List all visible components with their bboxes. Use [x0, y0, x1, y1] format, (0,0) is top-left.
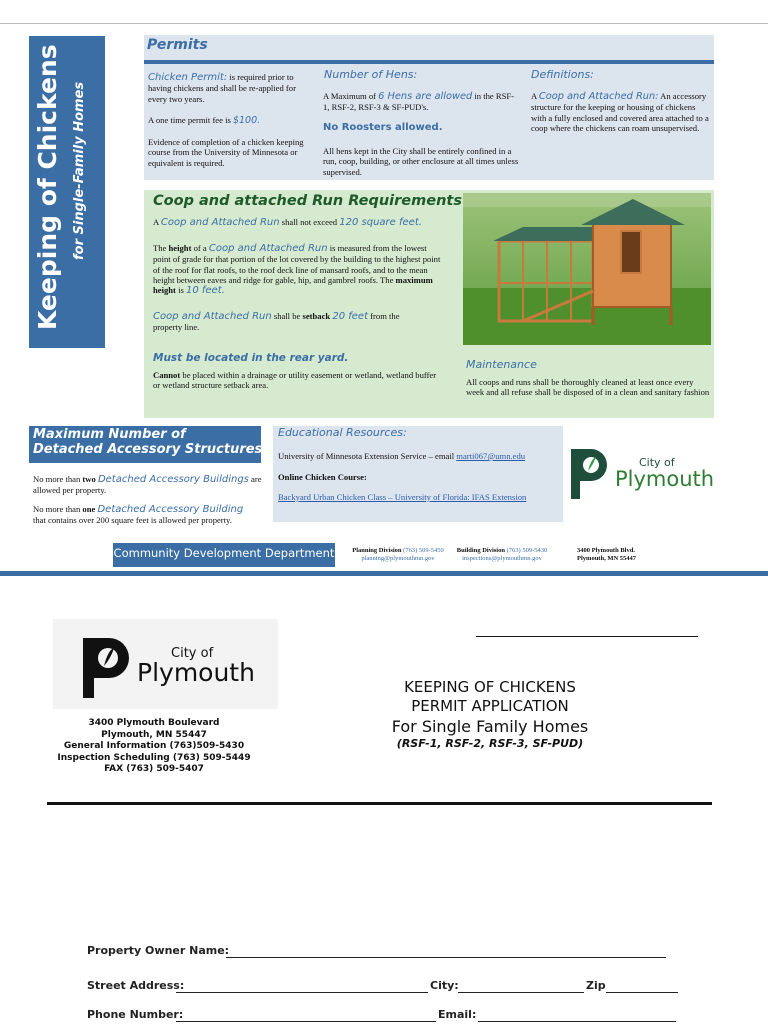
fee-value: $100.: [232, 115, 261, 126]
owner-name-field[interactable]: [226, 957, 666, 958]
umn-email-link[interactable]: marti067@umn.edu: [456, 451, 526, 461]
hens-prefix: A Maximum of: [323, 91, 376, 101]
max-title-line1: Maximum Number of: [33, 427, 186, 442]
footer-address: [577, 547, 636, 563]
setback-value: 20 feet: [332, 311, 369, 322]
hens-heading: Number of Hens:: [324, 68, 418, 81]
cannot-bold: Cannot: [153, 370, 181, 380]
confined-text: All hens kept in the City shall be entirely confined in a run, coop, building, or other enclosure at all times unless supervised.: [323, 146, 519, 177]
umn-text: University of Minnesota Extension Service – email: [278, 451, 455, 461]
hens-suffix: in the RSF-1, RSF-2, RSF-3 & SF-PUD's.: [323, 91, 514, 113]
hens-paragraph: [323, 91, 519, 113]
address-line: General Information (763)509-5430: [63, 741, 245, 751]
plymouth-logo: [571, 447, 716, 501]
height-p2: of a: [193, 243, 207, 253]
planning-phone: (763) 509-5450: [403, 547, 444, 554]
max-structures-title: [33, 427, 262, 457]
form-title-line2: PERMIT APPLICATION: [411, 697, 569, 715]
height-is: is: [178, 285, 184, 296]
sidebar-banner: [29, 36, 105, 348]
max-structures-p1: [33, 474, 265, 496]
building-email[interactable]: inspections@plymouthmn.gov: [462, 555, 542, 562]
permits-rule: [144, 60, 714, 64]
size-value: 120 square feet.: [339, 217, 422, 228]
setback-mid: shall be: [273, 311, 301, 321]
zip-field[interactable]: [606, 992, 678, 993]
form-header-rule: [47, 802, 712, 805]
coop-height-paragraph: [153, 243, 443, 296]
p1-suffix: are allowed per property.: [33, 474, 262, 496]
building-division: [452, 547, 552, 563]
definitions-paragraph: [531, 91, 709, 133]
building-phone: (763) 509-5430: [506, 547, 548, 554]
height-p1: The: [153, 243, 167, 253]
p2-term: Detached Accessory Building: [97, 504, 244, 515]
address-line: Plymouth, MN 55447: [101, 729, 207, 740]
max-structures-p2: [33, 504, 255, 526]
def-text: An accessory structure for the keeping or housing of chickens with a fully enclosed and covered area attached to a coop where the chickens can roam unsupervised.: [531, 91, 709, 133]
city-label: City:: [430, 979, 459, 992]
coop-size-paragraph: [153, 217, 453, 228]
logo-plymouth: Plymouth: [615, 467, 715, 491]
height-text: is measured from the lowest point of grade for that portion of the lot covered by the building to the highest point of the roof for flat roofs, to the roof deck line of mansard roofs, and to the mean height between eaves and ridge for gable, hip, and gambrel roofs. The: [153, 243, 441, 285]
owner-name-label: Property Owner Name:: [87, 944, 230, 957]
evidence-text: Evidence of completion of a chicken keeping course from the University of Minnesota or equivalent is required.: [148, 137, 304, 168]
city-field[interactable]: [458, 992, 584, 993]
planning-division: [345, 547, 451, 563]
p1-term: Detached Accessory Buildings: [97, 474, 249, 485]
setback-bold: setback: [302, 311, 331, 321]
p2-suffix: that contains over 200 square feet is allowed per property.: [33, 515, 232, 526]
permits-title: Permits: [147, 37, 208, 53]
form-title-block: [380, 678, 600, 751]
course-label: Online Chicken Course:: [278, 472, 367, 482]
phone-number-label: Phone Number:: [87, 1008, 184, 1021]
street-address-label: Street Address:: [87, 979, 185, 992]
hens-value: 6 Hens are allowed: [378, 91, 473, 102]
top-divider: [0, 23, 768, 24]
chicken-permit-text: is required prior to having chickens and shall be re-applied for every two years.: [148, 72, 296, 104]
p2-prefix: No more than: [33, 504, 81, 514]
email-field[interactable]: [478, 1021, 676, 1022]
page-separator: [0, 571, 768, 576]
planning-email[interactable]: planning@plymouthmn.gov: [361, 555, 435, 562]
address-line: 3400 Plymouth Boulevard: [88, 718, 220, 728]
chicken-permit-paragraph: [148, 72, 310, 104]
form-logo-panel: [53, 619, 278, 709]
def-term: Coop and Attached Run:: [538, 91, 659, 102]
p2-bold: one: [82, 504, 96, 514]
coop-setback-paragraph: [153, 311, 423, 333]
size-prefix: A: [153, 217, 159, 227]
p1-prefix: No more than: [33, 474, 81, 484]
sidebar-subtitle: for Single-Family Homes: [72, 81, 87, 260]
course-link[interactable]: Backyard Urban Chicken Class – University of Florida: IFAS Extension: [278, 492, 527, 502]
fee-paragraph: [148, 115, 310, 126]
def-prefix: A: [531, 91, 537, 101]
logo-city-of: City of: [639, 456, 675, 469]
zip-label: Zip: [586, 979, 606, 992]
footer-address-line1: 3400 Plymouth Blvd.: [577, 547, 635, 554]
chicken-coop-photo: [463, 193, 711, 345]
height-bold: height: [168, 243, 192, 253]
form-title-line3: For Single Family Homes: [391, 717, 589, 736]
rear-yard-heading: Must be located in the rear yard.: [153, 352, 349, 364]
setback-term: Coop and Attached Run: [153, 311, 272, 322]
address-line: FAX (763) 509-5407: [104, 764, 204, 774]
p1-bold: two: [82, 474, 96, 484]
sidebar-title: Keeping of Chickens: [33, 44, 62, 330]
size-mid: shall not exceed: [281, 217, 338, 227]
coop-title: Coop and attached Run Requirements: [153, 193, 462, 209]
address-line: Inspection Scheduling (763) 509-5449: [57, 752, 251, 763]
maintenance-heading: Maintenance: [466, 358, 537, 371]
footer-address-line2: Plymouth, MN 55447: [577, 555, 637, 562]
form-logo-city-of: City of: [171, 646, 214, 661]
max-title-line2: Detached Accessory Structures: [33, 442, 263, 457]
department-name: Community Development Department: [113, 546, 335, 560]
cannot-paragraph: [153, 370, 439, 391]
setback-suffix: from the property line.: [153, 311, 400, 333]
chicken-permit-label: Chicken Permit:: [148, 72, 228, 83]
form-title-line4: (RSF-1, RSF-2, RSF-3, SF-PUD): [396, 737, 584, 750]
height-value: 10 feet.: [185, 285, 225, 297]
date-line[interactable]: [476, 636, 698, 637]
form-title-line1: KEEPING OF CHICKENS: [404, 678, 576, 696]
planning-label: Planning Division: [352, 547, 402, 554]
maintenance-text: All coops and runs shall be thoroughly cleaned at least once every week and all refuse shall be disposed of in a clean and sanitary fashion: [466, 377, 710, 398]
email-label: Email:: [438, 1008, 477, 1021]
street-address-field[interactable]: [176, 992, 428, 993]
height-max-bold: maximum height: [153, 274, 433, 296]
form-logo-plymouth: Plymouth: [137, 658, 255, 687]
cannot-text: be placed within a drainage or utility easement or wetland, wetland buffer or wetland structure setback area.: [153, 370, 437, 391]
fee-prefix: A one time permit fee is: [148, 115, 231, 125]
plymouth-logo-mark-icon: [571, 447, 609, 501]
form-logo-mark-icon: [83, 636, 131, 700]
education-heading: Educational Resources:: [278, 426, 407, 439]
umn-line: [278, 451, 563, 461]
definitions-heading: Definitions:: [531, 68, 594, 81]
building-label: Building Division: [456, 547, 505, 554]
form-address-block: [53, 718, 255, 776]
roosters-text: No Roosters allowed.: [323, 122, 443, 133]
height-term: Coop and Attached Run: [208, 243, 328, 254]
phone-number-field[interactable]: [176, 1021, 436, 1022]
size-term: Coop and Attached Run: [160, 217, 280, 228]
